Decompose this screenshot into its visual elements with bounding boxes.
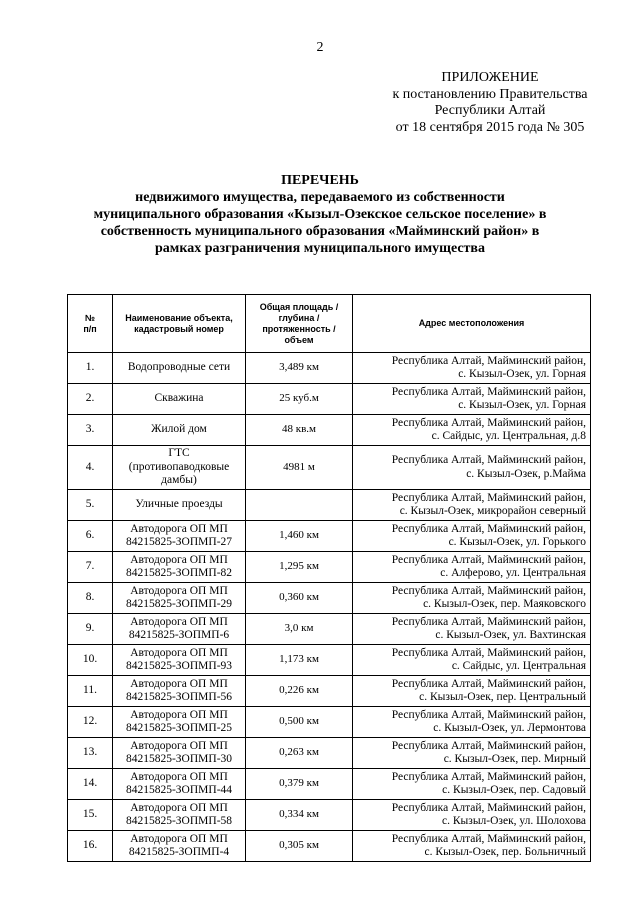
row-number: 6.	[68, 521, 113, 552]
address-line: Республика Алтай, Майминский район,	[391, 491, 586, 504]
row-address	[353, 800, 591, 831]
row-address	[353, 614, 591, 645]
row-address	[353, 446, 591, 490]
row-address	[353, 831, 591, 862]
row-object-name: Автодорога ОП МП 84215825-ЗОПМП-58	[113, 800, 246, 831]
row-object-name: Водопроводные сети	[113, 353, 246, 384]
row-number: 12.	[68, 707, 113, 738]
row-address	[353, 384, 591, 415]
row-area: 1,295 км	[246, 552, 353, 583]
row-number: 11.	[68, 676, 113, 707]
row-area: 0,263 км	[246, 738, 353, 769]
table-row	[68, 490, 591, 521]
title-line: собственность муниципального образования «Майминский район» в	[100, 224, 540, 239]
row-area: 3,489 км	[246, 353, 353, 384]
address-line: с. Кызыл-Озек, пер. Центральный	[419, 691, 586, 703]
address-line: Республика Алтай, Майминский район,	[391, 584, 586, 597]
property-table	[67, 294, 591, 862]
row-area: 0,500 км	[246, 707, 353, 738]
row-number: 14.	[68, 769, 113, 800]
row-area: 0,305 км	[246, 831, 353, 862]
table-row	[68, 446, 591, 490]
row-area: 0,379 км	[246, 769, 353, 800]
row-object-name: Автодорога ОП МП 84215825-ЗОПМП-29	[113, 583, 246, 614]
row-area: 3,0 км	[246, 614, 353, 645]
row-address	[353, 707, 591, 738]
row-object-name: Автодорога ОП МП 84215825-ЗОПМП-30	[113, 738, 246, 769]
row-area: 48 кв.м	[246, 415, 353, 446]
address-line: с. Кызыл-Озек, пер. Мирный	[443, 753, 586, 765]
address-line: Республика Алтай, Майминский район,	[391, 739, 586, 752]
table-row	[68, 707, 591, 738]
row-address	[353, 738, 591, 769]
address-line: с. Кызыл-Озек, ул. Горная	[458, 368, 586, 380]
row-address	[353, 353, 591, 384]
address-line: Республика Алтай, Майминский район,	[391, 770, 586, 783]
row-object-name: Автодорога ОП МП 84215825-ЗОПМП-27	[113, 521, 246, 552]
address-line: с. Кызыл-Озек, ул. Горького	[448, 536, 586, 548]
row-address	[353, 552, 591, 583]
table-row	[68, 415, 591, 446]
header-name: Наименование объекта, кадастровый номер	[113, 295, 246, 353]
row-area: 0,334 км	[246, 800, 353, 831]
address-line: Республика Алтай, Майминский район,	[391, 708, 586, 721]
header-address: Адрес местоположения	[353, 295, 591, 353]
address-line: с. Кызыл-Озек, пер. Садовый	[442, 784, 586, 796]
address-line: с. Кызыл-Озек, р.Майма	[466, 467, 586, 480]
appendix-heading: ПРИЛОЖЕНИЕ	[441, 70, 539, 85]
address-line: с. Кызыл-Озек, пер. Маяковского	[423, 598, 586, 610]
row-address	[353, 415, 591, 446]
row-address	[353, 521, 591, 552]
address-line: Республика Алтай, Майминский район,	[391, 801, 586, 814]
row-number: 3.	[68, 415, 113, 446]
row-number: 2.	[68, 384, 113, 415]
address-line: Республика Алтай, Майминский район,	[391, 454, 586, 466]
row-area: 0,360 км	[246, 583, 353, 614]
row-number: 1.	[68, 353, 113, 384]
table-row	[68, 769, 591, 800]
row-number: 4.	[68, 446, 113, 490]
row-area	[246, 490, 353, 521]
row-number: 10.	[68, 645, 113, 676]
row-address	[353, 645, 591, 676]
table-row	[68, 521, 591, 552]
row-area: 4981 м	[246, 446, 353, 490]
address-line: Республика Алтай, Майминский район,	[391, 385, 586, 398]
address-line: Республика Алтай, Майминский район,	[391, 677, 586, 690]
row-object-name: ГТС (противопаводковые дамбы)	[113, 446, 246, 490]
appendix-block	[370, 70, 610, 136]
row-object-name: Автодорога ОП МП 84215825-ЗОПМП-93	[113, 645, 246, 676]
page-number: 2	[316, 40, 324, 55]
row-object-name: Автодорога ОП МП 84215825-ЗОПМП-25	[113, 707, 246, 738]
row-area: 25 куб.м	[246, 384, 353, 415]
address-line: с. Алферово, ул. Центральная	[440, 567, 586, 579]
row-address	[353, 769, 591, 800]
row-number: 13.	[68, 738, 113, 769]
address-line: с. Кызыл-Озек, микрорайон северный	[399, 505, 586, 517]
row-object-name: Автодорога ОП МП 84215825-ЗОПМП-4	[113, 831, 246, 862]
title-line: недвижимого имущества, передаваемого из собственности	[135, 190, 505, 205]
row-object-name: Автодорога ОП МП 84215825-ЗОПМП-56	[113, 676, 246, 707]
table-row	[68, 800, 591, 831]
table-row	[68, 614, 591, 645]
table-row	[68, 384, 591, 415]
document-title	[60, 172, 580, 257]
address-line: Республика Алтай, Майминский район,	[391, 522, 586, 535]
address-line: Республика Алтай, Майминский район,	[391, 416, 586, 429]
row-object-name: Автодорога ОП МП 84215825-ЗОПМП-82	[113, 552, 246, 583]
table-row	[68, 738, 591, 769]
address-line: Республика Алтай, Майминский район,	[391, 615, 586, 628]
row-object-name: Уличные проезды	[113, 490, 246, 521]
header-number: № п/п	[68, 295, 113, 353]
row-object-name: Скважина	[113, 384, 246, 415]
title-heading: ПЕРЕЧЕНЬ	[281, 173, 359, 188]
row-area: 1,460 км	[246, 521, 353, 552]
address-line: с. Кызыл-Озек, ул. Лермонтова	[433, 722, 586, 734]
address-line: Республика Алтай, Майминский район,	[391, 354, 586, 367]
address-line: Республика Алтай, Майминский район,	[391, 553, 586, 566]
appendix-line: Республики Алтай	[434, 103, 546, 118]
address-line: с. Кызыл-Озек, ул. Шолохова	[442, 815, 586, 827]
header-area: Общая площадь / глубина / протяженность / объем	[246, 295, 353, 353]
row-number: 5.	[68, 490, 113, 521]
table-row	[68, 645, 591, 676]
row-object-name: Автодорога ОП МП 84215825-ЗОПМП-6	[113, 614, 246, 645]
row-area: 1,173 км	[246, 645, 353, 676]
address-line: с. Кызыл-Озек, ул. Вахтинская	[435, 629, 586, 641]
row-number: 7.	[68, 552, 113, 583]
row-number: 16.	[68, 831, 113, 862]
address-line: с. Сайдыс, ул. Центральная	[451, 660, 586, 672]
address-line: с. Сайдыс, ул. Центральная, д.8	[431, 430, 586, 442]
title-line: муниципального образования «Кызыл-Озекское сельское поселение» в	[93, 207, 547, 222]
row-object-name: Автодорога ОП МП 84215825-ЗОПМП-44	[113, 769, 246, 800]
table-row	[68, 583, 591, 614]
table-row	[68, 353, 591, 384]
table-row	[68, 552, 591, 583]
row-address	[353, 583, 591, 614]
row-address	[353, 676, 591, 707]
address-line: с. Кызыл-Озек, ул. Горная	[458, 399, 586, 411]
address-line: Республика Алтай, Майминский район,	[391, 646, 586, 659]
title-line: рамках разграничения муниципального имущества	[155, 241, 485, 256]
row-number: 8.	[68, 583, 113, 614]
table-header-row	[68, 295, 591, 353]
row-number: 15.	[68, 800, 113, 831]
row-number: 9.	[68, 614, 113, 645]
table-row	[68, 831, 591, 862]
address-line: Республика Алтай, Майминский район,	[391, 832, 586, 845]
address-line: с. Кызыл-Озек, пер. Больничный	[424, 846, 586, 858]
row-address	[353, 490, 591, 521]
appendix-line: к постановлению Правительства	[392, 86, 588, 102]
row-object-name: Жилой дом	[113, 415, 246, 446]
row-area: 0,226 км	[246, 676, 353, 707]
table-row	[68, 676, 591, 707]
appendix-date: от 18 сентября 2015 года № 305	[395, 119, 585, 135]
